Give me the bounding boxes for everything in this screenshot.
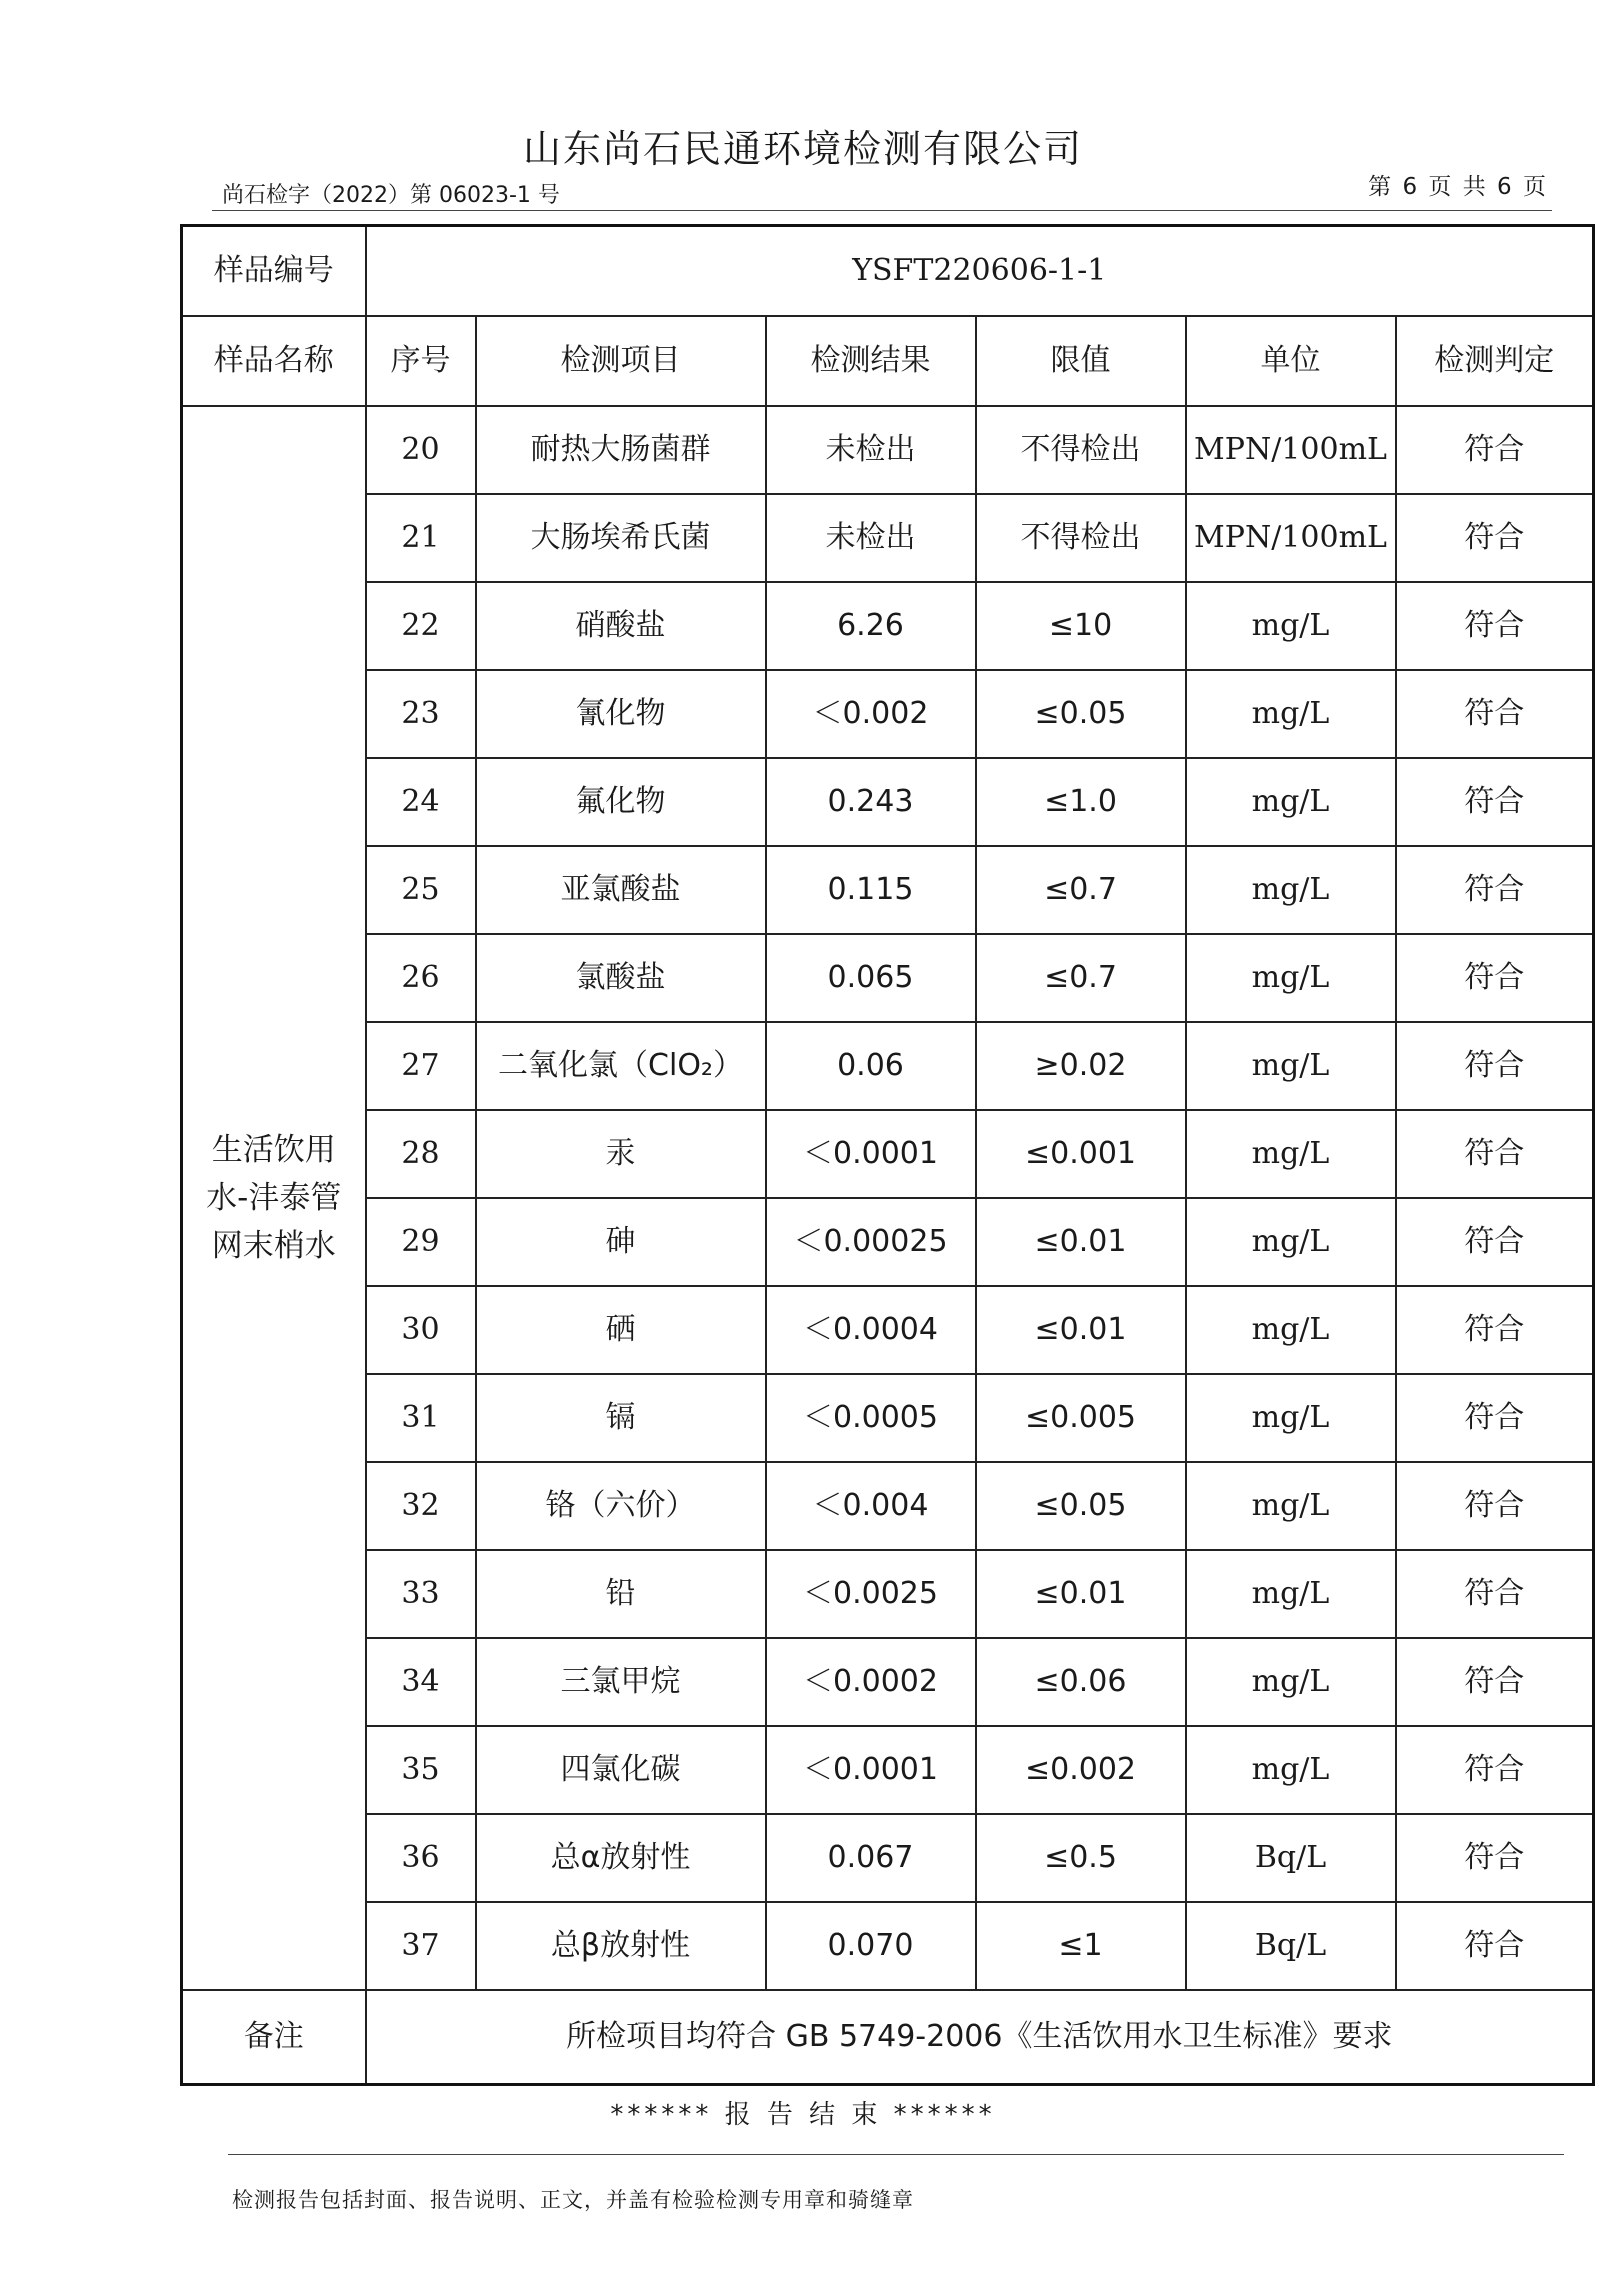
- unit-cell: mg/L: [1186, 934, 1396, 1022]
- unit-cell: mg/L: [1186, 1022, 1396, 1110]
- limit-cell: ≤0.05: [976, 670, 1186, 758]
- test-item-cell: 氟化物: [476, 758, 766, 846]
- col-header-limit: 限值: [976, 316, 1186, 406]
- col-header-sample-name: 样品名称: [182, 316, 366, 406]
- sample-name-cell: 生活饮用水-沣泰管网末梢水: [182, 406, 366, 1990]
- limit-cell: ≤0.7: [976, 934, 1186, 1022]
- limit-cell: ≤0.01: [976, 1198, 1186, 1286]
- test-item-cell: 总α放射性: [476, 1814, 766, 1902]
- company-name: 山东尚石民通环境检测有限公司: [522, 127, 1083, 171]
- result-cell: ＜0.0001: [766, 1110, 976, 1198]
- page-indicator: 第 6 页 共 6 页: [1368, 174, 1548, 200]
- result-cell: ＜0.0005: [766, 1374, 976, 1462]
- test-item-cell: 耐热大肠菌群: [476, 406, 766, 494]
- row-number-cell: 28: [366, 1110, 476, 1198]
- test-item-cell: 大肠埃希氏菌: [476, 494, 766, 582]
- result-cell: ＜0.0004: [766, 1286, 976, 1374]
- result-cell: 0.070: [766, 1902, 976, 1990]
- footer-divider: [228, 2154, 1564, 2155]
- limit-cell: ≤0.05: [976, 1462, 1186, 1550]
- unit-cell: mg/L: [1186, 758, 1396, 846]
- limit-cell: 不得检出: [976, 494, 1186, 582]
- unit-cell: MPN/100mL: [1186, 494, 1396, 582]
- limit-cell: ≤1: [976, 1902, 1186, 1990]
- table-row: [182, 670, 1594, 758]
- test-item-cell: 亚氯酸盐: [476, 846, 766, 934]
- table-row: [182, 1110, 1594, 1198]
- sample-number-row: [182, 226, 1594, 317]
- table-row: [182, 846, 1594, 934]
- limit-cell: ≤1.0: [976, 758, 1186, 846]
- unit-cell: Bq/L: [1186, 1814, 1396, 1902]
- verdict-cell: 符合: [1396, 1022, 1594, 1110]
- test-item-cell: 四氯化碳: [476, 1726, 766, 1814]
- test-item-cell: 三氯甲烷: [476, 1638, 766, 1726]
- unit-cell: mg/L: [1186, 1110, 1396, 1198]
- test-item-cell: 镉: [476, 1374, 766, 1462]
- limit-cell: ≤10: [976, 582, 1186, 670]
- verdict-cell: 符合: [1396, 1638, 1594, 1726]
- sample-number-label: 样品编号: [182, 226, 366, 317]
- row-number-cell: 24: [366, 758, 476, 846]
- sample-number-value: YSFT220606-1-1: [366, 226, 1594, 317]
- verdict-cell: 符合: [1396, 934, 1594, 1022]
- unit-cell: Bq/L: [1186, 1902, 1396, 1990]
- result-cell: ＜0.004: [766, 1462, 976, 1550]
- result-cell: ＜0.0002: [766, 1638, 976, 1726]
- test-item-cell: 铅: [476, 1550, 766, 1638]
- test-item-cell: 总β放射性: [476, 1902, 766, 1990]
- row-number-cell: 21: [366, 494, 476, 582]
- limit-cell: ≥0.02: [976, 1022, 1186, 1110]
- row-number-cell: 25: [366, 846, 476, 934]
- test-item-cell: 氰化物: [476, 670, 766, 758]
- limit-cell: ≤0.001: [976, 1110, 1186, 1198]
- header-divider: [212, 210, 1552, 211]
- row-number-cell: 27: [366, 1022, 476, 1110]
- limit-cell: ≤0.06: [976, 1638, 1186, 1726]
- verdict-cell: 符合: [1396, 582, 1594, 670]
- table-row: [182, 1550, 1594, 1638]
- verdict-cell: 符合: [1396, 846, 1594, 934]
- result-cell: 6.26: [766, 582, 976, 670]
- table-row: [182, 582, 1594, 670]
- result-cell: 未检出: [766, 494, 976, 582]
- unit-cell: mg/L: [1186, 1550, 1396, 1638]
- col-header-no: 序号: [366, 316, 476, 406]
- row-number-cell: 23: [366, 670, 476, 758]
- remarks-row: [182, 1990, 1594, 2085]
- table-row: [182, 494, 1594, 582]
- table-row: [182, 406, 1594, 494]
- test-results-table: [180, 224, 1595, 2086]
- table-row: [182, 934, 1594, 1022]
- unit-cell: MPN/100mL: [1186, 406, 1396, 494]
- test-item-cell: 硝酸盐: [476, 582, 766, 670]
- result-cell: 0.115: [766, 846, 976, 934]
- row-number-cell: 31: [366, 1374, 476, 1462]
- result-cell: ＜0.0025: [766, 1550, 976, 1638]
- col-header-unit: 单位: [1186, 316, 1396, 406]
- verdict-cell: 符合: [1396, 1814, 1594, 1902]
- row-number-cell: 37: [366, 1902, 476, 1990]
- result-cell: 未检出: [766, 406, 976, 494]
- limit-cell: ≤0.01: [976, 1286, 1186, 1374]
- verdict-cell: 符合: [1396, 1374, 1594, 1462]
- footer-note: 检测报告包括封面、报告说明、正文，并盖有检验检测专用章和骑缝章: [232, 2188, 914, 2212]
- result-cell: 0.065: [766, 934, 976, 1022]
- table-row: [182, 1638, 1594, 1726]
- table-row: [182, 1198, 1594, 1286]
- unit-cell: mg/L: [1186, 846, 1396, 934]
- limit-cell: ≤0.01: [976, 1550, 1186, 1638]
- row-number-cell: 33: [366, 1550, 476, 1638]
- table-row: [182, 1286, 1594, 1374]
- col-header-item: 检测项目: [476, 316, 766, 406]
- test-item-cell: 砷: [476, 1198, 766, 1286]
- report-number: 尚石检字（2022）第 06023-1 号: [222, 183, 560, 208]
- verdict-cell: 符合: [1396, 1110, 1594, 1198]
- result-cell: 0.243: [766, 758, 976, 846]
- verdict-cell: 符合: [1396, 1726, 1594, 1814]
- unit-cell: mg/L: [1186, 1374, 1396, 1462]
- row-number-cell: 34: [366, 1638, 476, 1726]
- limit-cell: ≤0.005: [976, 1374, 1186, 1462]
- row-number-cell: 30: [366, 1286, 476, 1374]
- col-header-verdict: 检测判定: [1396, 316, 1594, 406]
- unit-cell: mg/L: [1186, 1726, 1396, 1814]
- row-number-cell: 29: [366, 1198, 476, 1286]
- unit-cell: mg/L: [1186, 1462, 1396, 1550]
- verdict-cell: 符合: [1396, 670, 1594, 758]
- verdict-cell: 符合: [1396, 494, 1594, 582]
- table-row: [182, 1726, 1594, 1814]
- row-number-cell: 22: [366, 582, 476, 670]
- row-number-cell: 32: [366, 1462, 476, 1550]
- table-row: [182, 1374, 1594, 1462]
- verdict-cell: 符合: [1396, 1462, 1594, 1550]
- col-header-result: 检测结果: [766, 316, 976, 406]
- test-item-cell: 汞: [476, 1110, 766, 1198]
- test-item-cell: 硒: [476, 1286, 766, 1374]
- verdict-cell: 符合: [1396, 758, 1594, 846]
- verdict-cell: 符合: [1396, 406, 1594, 494]
- limit-cell: 不得检出: [976, 406, 1186, 494]
- unit-cell: mg/L: [1186, 1638, 1396, 1726]
- table-row: [182, 1902, 1594, 1990]
- result-cell: ＜0.00025: [766, 1198, 976, 1286]
- row-number-cell: 26: [366, 934, 476, 1022]
- table-row: [182, 1814, 1594, 1902]
- limit-cell: ≤0.002: [976, 1726, 1186, 1814]
- table-row: [182, 1462, 1594, 1550]
- result-cell: 0.067: [766, 1814, 976, 1902]
- test-item-cell: 二氧化氯（ClO₂）: [476, 1022, 766, 1110]
- verdict-cell: 符合: [1396, 1550, 1594, 1638]
- verdict-cell: 符合: [1396, 1902, 1594, 1990]
- row-number-cell: 35: [366, 1726, 476, 1814]
- unit-cell: mg/L: [1186, 1286, 1396, 1374]
- result-cell: ＜0.0001: [766, 1726, 976, 1814]
- limit-cell: ≤0.5: [976, 1814, 1186, 1902]
- remarks-text: 所检项目均符合 GB 5749-2006《生活饮用水卫生标准》要求: [366, 1990, 1594, 2085]
- result-cell: ＜0.002: [766, 670, 976, 758]
- column-header-row: [182, 316, 1594, 406]
- table-row: [182, 758, 1594, 846]
- unit-cell: mg/L: [1186, 582, 1396, 670]
- report-end-mark: ****** 报 告 结 束 ******: [610, 2100, 996, 2130]
- test-item-cell: 铬（六价）: [476, 1462, 766, 1550]
- unit-cell: mg/L: [1186, 1198, 1396, 1286]
- verdict-cell: 符合: [1396, 1286, 1594, 1374]
- table-row: [182, 1022, 1594, 1110]
- row-number-cell: 36: [366, 1814, 476, 1902]
- unit-cell: mg/L: [1186, 670, 1396, 758]
- test-item-cell: 氯酸盐: [476, 934, 766, 1022]
- remarks-label: 备注: [182, 1990, 366, 2085]
- limit-cell: ≤0.7: [976, 846, 1186, 934]
- row-number-cell: 20: [366, 406, 476, 494]
- verdict-cell: 符合: [1396, 1198, 1594, 1286]
- result-cell: 0.06: [766, 1022, 976, 1110]
